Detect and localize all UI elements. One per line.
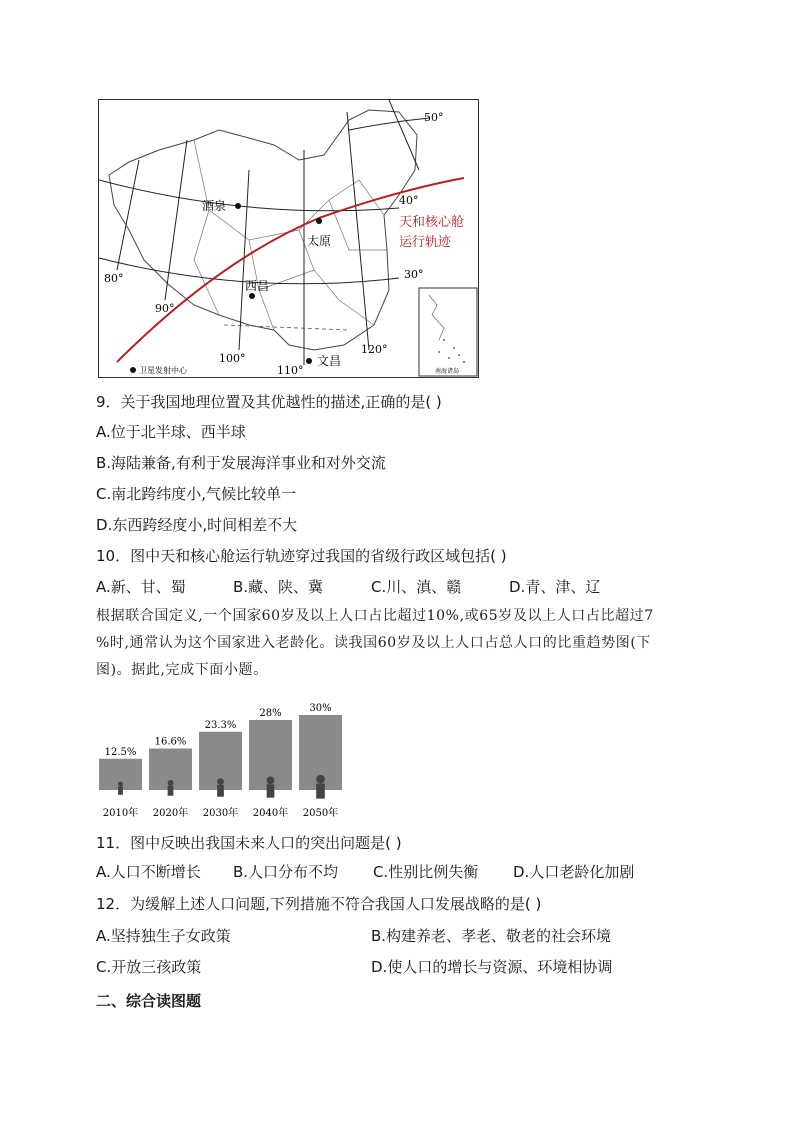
category-label-2010年: 2010年 bbox=[102, 808, 139, 819]
q12-stem: 12．为缓解上述人口问题,下列措施不符合我国人口发展战略的是( ) bbox=[96, 895, 542, 913]
q9-option-c: C.南北跨纬度小,气候比较单一 bbox=[96, 485, 297, 503]
chart-svg bbox=[96, 700, 346, 822]
q11-option-b: B.人口分布不均 bbox=[233, 863, 339, 881]
aging-trend-chart bbox=[96, 700, 346, 822]
map-svg bbox=[99, 100, 479, 378]
lat-50-label: 50° bbox=[424, 111, 444, 124]
category-label-2020年: 2020年 bbox=[152, 808, 189, 819]
category-label-2030年: 2030年 bbox=[202, 808, 239, 819]
q10-option-d: D.青、津、辽 bbox=[509, 578, 601, 596]
china-map-figure bbox=[98, 99, 479, 378]
q12-options-row2 bbox=[96, 957, 612, 977]
q10-option-a: A.新、甘、蜀 bbox=[96, 578, 186, 596]
lon-110-label: 110° bbox=[277, 364, 304, 377]
lon-100-label: 100° bbox=[219, 352, 246, 365]
elderly-figure-icon bbox=[217, 778, 224, 796]
elderly-figure-icon bbox=[316, 775, 325, 799]
lon-90-label: 90° bbox=[155, 302, 175, 315]
legend-label: 卫星发射中心 bbox=[139, 366, 187, 375]
q12-option-d: D.使人口的增长与资源、环境相协调 bbox=[371, 958, 613, 976]
q12-option-c: C.开放三孩政策 bbox=[96, 958, 202, 976]
orbit-label-1: 天和核心舱 bbox=[399, 215, 465, 230]
passage-line-3: 图)。据此,完成下面小题。 bbox=[96, 662, 268, 678]
elderly-figure-icon bbox=[118, 782, 123, 795]
inset-box bbox=[419, 288, 477, 376]
category-label-2040年: 2040年 bbox=[252, 808, 289, 819]
q10-stem: 10．图中天和核心舱运行轨迹穿过我国的省级行政区域包括( ) bbox=[96, 547, 507, 565]
section-2-title: 二、综合读图题 bbox=[96, 992, 202, 1010]
orbit-label-2: 运行轨迹 bbox=[399, 235, 452, 250]
legend-dot bbox=[130, 367, 136, 373]
value-label-2050年: 30% bbox=[309, 703, 332, 714]
value-label-2010年: 12.5% bbox=[104, 746, 137, 758]
xichang-label: 西昌 bbox=[245, 279, 270, 293]
passage-line-2: %时,通常认为这个国家进入老龄化。读我国60岁及以上人口占总人口的比重趋势图(下 bbox=[96, 635, 652, 651]
q11-options bbox=[96, 862, 634, 882]
value-label-2040年: 28% bbox=[259, 708, 282, 719]
elderly-figure-icon bbox=[267, 777, 275, 798]
q9-option-d: D.东西跨经度小,时间相差不大 bbox=[96, 516, 298, 534]
lon-80-label: 80° bbox=[104, 272, 124, 285]
passage bbox=[96, 603, 706, 684]
q12-option-a: A.坚持独生子女政策 bbox=[96, 927, 231, 945]
q9-option-a: A.位于北半球、西半球 bbox=[96, 423, 246, 441]
q12-option-b: B.构建养老、孝老、敬老的社会环境 bbox=[371, 927, 612, 945]
q10-option-b: B.藏、陕、冀 bbox=[233, 578, 324, 596]
q10-options bbox=[96, 577, 600, 597]
category-label-2050年: 2050年 bbox=[302, 808, 339, 819]
taiyuan-dot bbox=[316, 218, 322, 224]
q10-option-c: C.川、滇、赣 bbox=[371, 578, 462, 596]
q11-option-d: D.人口老龄化加剧 bbox=[513, 863, 635, 881]
q9-stem: 9．关于我国地理位置及其优越性的描述,正确的是( ) bbox=[96, 393, 442, 411]
wenchang-dot bbox=[306, 358, 312, 364]
q12-options-row1 bbox=[96, 926, 611, 946]
q9-option-b: B.海陆兼备,有利于发展海洋事业和对外交流 bbox=[96, 454, 386, 472]
value-label-2030年: 23.3% bbox=[204, 719, 237, 731]
lat-30-label: 30° bbox=[404, 268, 424, 281]
jiuquan-label: 酒泉 bbox=[202, 199, 227, 213]
wenchang-label: 文昌 bbox=[317, 354, 342, 368]
elderly-figure-icon bbox=[168, 780, 174, 796]
taiyuan-label: 太原 bbox=[307, 234, 332, 248]
q11-option-a: A.人口不断增长 bbox=[96, 863, 201, 881]
xichang-dot bbox=[249, 293, 255, 299]
lon-120-label: 120° bbox=[361, 343, 388, 356]
q11-stem: 11．图中反映出我国未来人口的突出问题是( ) bbox=[96, 834, 402, 852]
passage-line-1: 根据联合国定义,一个国家60岁及以上人口占比超过10%,或65岁及以上人口占比超过7 bbox=[96, 608, 654, 624]
inset-label: 南海诸岛 bbox=[435, 368, 460, 375]
value-label-2020年: 16.6% bbox=[154, 736, 187, 748]
q11-option-c: C.性别比例失衡 bbox=[373, 863, 479, 881]
lat-40-label: 40° bbox=[399, 194, 419, 207]
jiuquan-dot bbox=[235, 203, 241, 209]
